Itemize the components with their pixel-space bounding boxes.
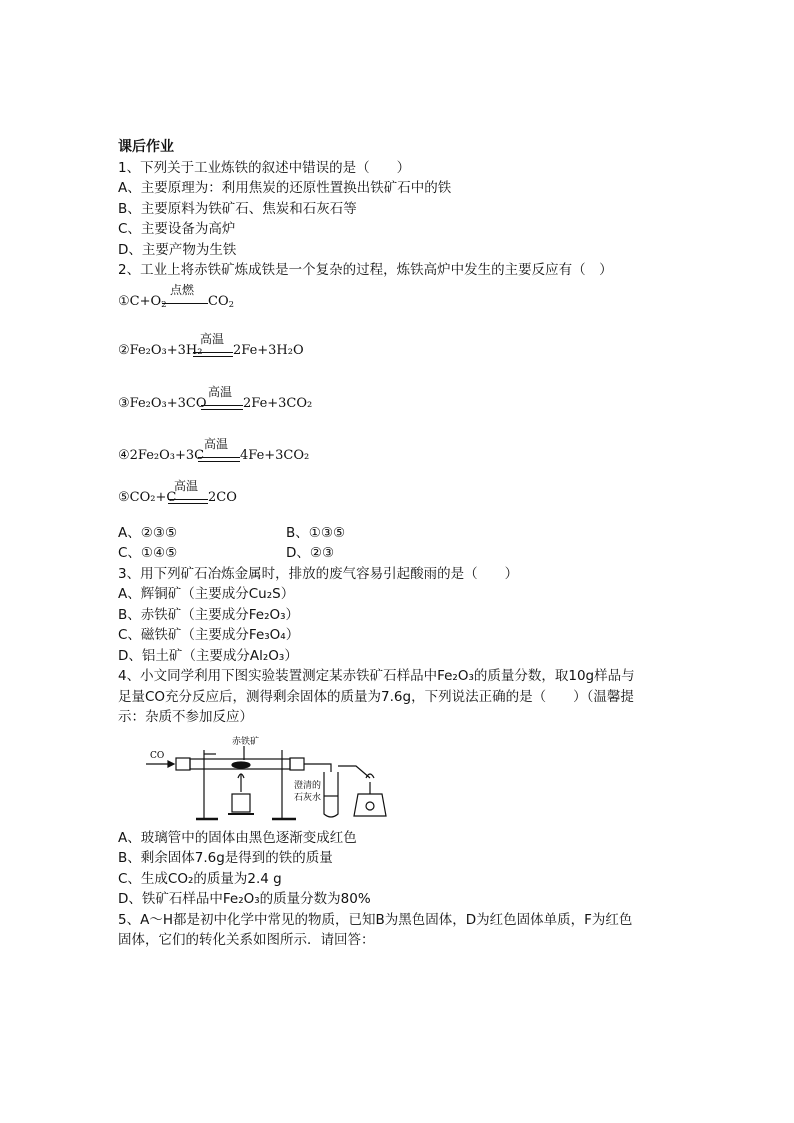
q4-option-b: B、剩余固体7.6g是得到的铁的质量 (118, 850, 333, 866)
q4-stem-line-1: 4、小文同学利用下图实验装置测定某赤铁矿石样品中Fe₂O₃的质量分数，取10g样品与 (118, 668, 635, 684)
q4-option-c: C、生成CO₂的质量为2.4 g (118, 870, 282, 887)
q3-stem: 3、用下列矿石冶炼金属时，排放的废气容易引起酸雨的是（ ） (118, 565, 519, 582)
eq2-products: 2Fe+3H₂O (233, 342, 304, 358)
q3-option-b: B、赤铁矿（主要成分Fe₂O₃） (118, 606, 300, 623)
q4-option-d: D、铁矿石样品中Fe₂O₃的质量分数为80% (118, 891, 371, 907)
q3-option-c: C、磁铁矿（主要成分Fe₃O₄） (118, 627, 300, 643)
q1-option-c: C、主要设备为高炉 (118, 221, 236, 237)
q3-option-d: D、铝土矿（主要成分Al₂O₃） (118, 647, 298, 664)
q2-option-d: D、②③ (286, 545, 335, 561)
co-arrowhead (168, 761, 174, 767)
burner-body (232, 794, 250, 812)
section-heading: 课后作业 (118, 139, 174, 155)
limewater-label-2: 石灰水 (294, 792, 322, 803)
eq4-condition: 高温 (204, 436, 229, 451)
q1-option-d: D、主要产物为生铁 (118, 241, 237, 258)
limewater-label-1: 澄清的 (294, 780, 322, 791)
q2-options-row-1 (118, 523, 678, 544)
eq1-products: $CO_2$ (208, 293, 235, 310)
ore-label: 赤铁矿 (232, 736, 260, 747)
eq3-equals (201, 405, 243, 410)
q4-option-a: A、玻璃管中的固体由黑色逐渐变成红色 (118, 829, 357, 846)
apparatus-diagram (146, 734, 406, 822)
exhaust-lamp (354, 794, 386, 816)
homework-page (118, 137, 678, 951)
eq4-reactants: ④2Fe₂O₃+3C (118, 447, 205, 463)
q2-equation-2 (118, 331, 678, 363)
q2-equation-5 (118, 478, 678, 510)
q4-stem-line-3: 示：杂质不参加反应） (118, 709, 253, 725)
lamp-bubble (366, 802, 374, 810)
test-tube (324, 772, 338, 817)
q2-equation-3 (118, 384, 678, 416)
ore-sample (232, 762, 250, 768)
q2-option-c: C、①④⑤ (118, 545, 178, 561)
q2-equation-1 (118, 282, 678, 314)
eq2-condition: 高温 (200, 331, 225, 346)
q1-option-b: B、主要原料为铁矿石、焦炭和石灰石等 (118, 200, 357, 217)
eq5-equals (168, 499, 208, 504)
eq3-reactants: ③Fe₂O₃+3CO (118, 395, 207, 411)
eq4-equals (198, 457, 240, 462)
q2-equation-4 (118, 436, 678, 468)
eq3-products: 2Fe+3CO₂ (243, 395, 313, 411)
eq2-equals (193, 352, 233, 357)
left-stopper (176, 758, 190, 770)
q5-stem-line-1: 5、A～H都是初中化学中常见的物质，已知B为黑色固体，D为红色固体单质，F为红色 (118, 911, 633, 928)
eq5-reactants: ⑤CO₂+C (118, 489, 177, 505)
q5-stem-line-2: 固体，它们的转化关系如图所示．请回答： (118, 932, 375, 948)
q1-option-a: A、主要原理为：利用焦炭的还原性置换出铁矿石中的铁 (118, 180, 452, 196)
q2-option-a: A、②③⑤ (118, 524, 178, 541)
q1-stem: 1、下列关于工业炼铁的叙述中错误的是（ ） (118, 159, 411, 176)
eq1-arrow (162, 303, 208, 304)
eq2-reactants: ②Fe₂O₃+3H₂ (118, 342, 203, 358)
q2-option-b: B、①③⑤ (286, 524, 346, 541)
eq3-condition: 高温 (208, 384, 233, 399)
q2-options-row-2 (118, 543, 678, 564)
eq1-condition: 点燃 (170, 282, 195, 297)
exhaust-pipe (338, 766, 370, 778)
eq1-reactants: $①C+O_2$ (118, 293, 167, 310)
eq5-condition: 高温 (174, 478, 199, 493)
q3-option-a: A、辉铜矿（主要成分Cu₂S） (118, 586, 295, 602)
q2-stem: 2、工业上将赤铁矿炼成铁是一个复杂的过程，炼铁高炉中发生的主要反应有（ ） (118, 262, 613, 278)
eq5-products: 2CO (208, 489, 237, 505)
co-label: CO (150, 750, 165, 761)
eq4-products: 4Fe+3CO₂ (240, 447, 310, 463)
right-stopper (290, 758, 304, 770)
outlet-pipe (304, 764, 331, 772)
q4-stem-line-2: 足量CO充分反应后，测得剩余固体的质量为7.6g，下列说法正确的是（ ）（温馨提 (118, 688, 634, 705)
